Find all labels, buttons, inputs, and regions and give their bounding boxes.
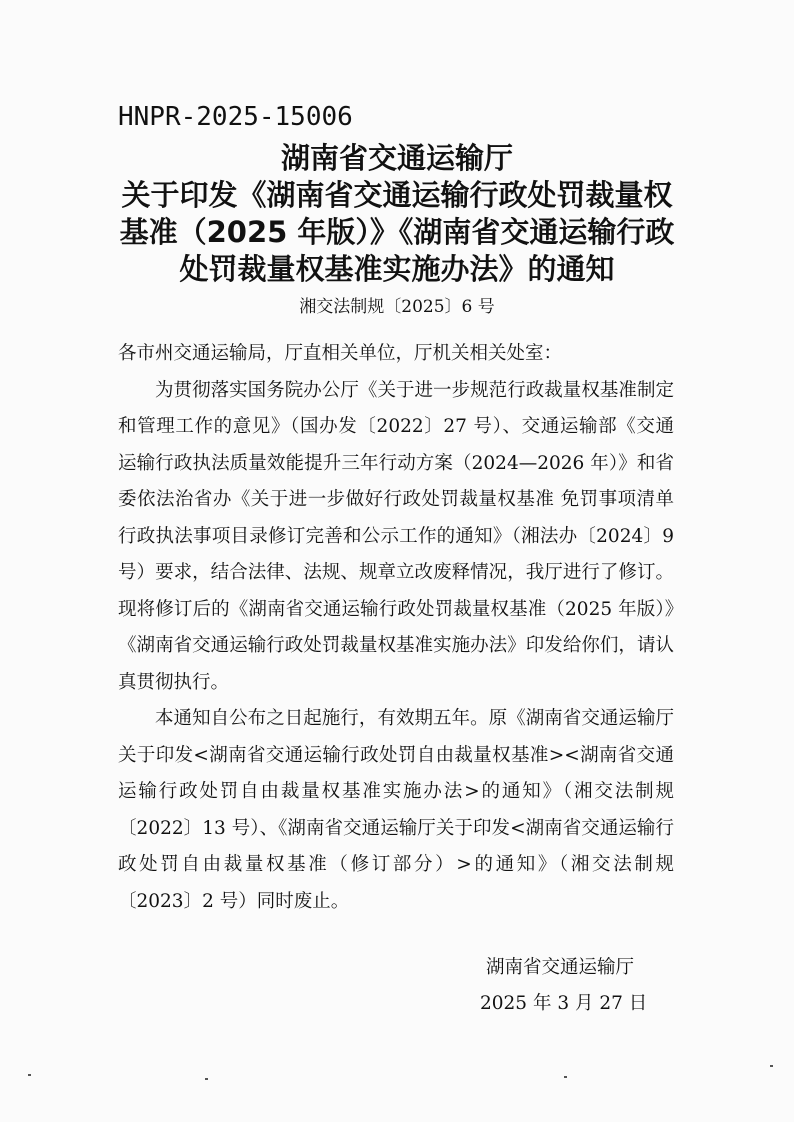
scan-speck: [28, 1074, 31, 1076]
document-number: 湘交法制规〔2025〕6 号: [299, 297, 495, 317]
title-line: 处罚裁量权基准实施办法》的通知: [179, 252, 615, 286]
document-code: HNPR-2025-15006: [118, 102, 353, 132]
body-paragraph: 为贯彻落实国务院办公厅《关于进一步规范行政裁量权基准制定和管理工作的意见》（国办发〔2022〕27 号）、交通运输部《交通运输行政执法质量效能提升三年行动方案（2024—2026 年）》和省委依法治省办《关于进一步做好行政处罚裁量权基准 免罚事项清单 行政执法事项目录修订完善和公示工作的通知》（湘法办〔2024〕9 号）要求，结合法律、法规、规章立改废释情况，我厅进行了修订。现将修订后的《湖南省交通运输行政处罚裁量权基准（2025 年版）》《湖南省交通运输行政处罚裁量权基准实施办法》印发给你们，请认真贯彻执行。: [118, 379, 674, 693]
salutation: 各市州交通运输局，厅直相关单位，厅机关相关处室：: [118, 343, 563, 364]
title-line: 基准（2025 年版）》《湖南省交通运输行政: [119, 215, 675, 249]
body-paragraph: 本通知自公布之日起施行，有效期五年。原《湖南省交通运输厅关于印发<湖南省交通运输行政处罚自由裁量权基准><湖南省交通运输行政处罚自由裁量权基准实施办法>的通知》（湘交法制规〔2022〕13 号）、《湖南省交通运输厅关于印发<湖南省交通运输行政处罚自由裁量权基准（修订部分）>的通知》（湘交法制规〔2023〕2 号）同时废止。: [118, 708, 674, 912]
title-line: 关于印发《湖南省交通运输行政处罚裁量权: [121, 178, 673, 212]
title-line: 湖南省交通运输厅: [280, 141, 513, 175]
scan-speck: [564, 1076, 567, 1078]
signature-organization: 湖南省交通运输厅: [486, 957, 635, 978]
scan-speck: [770, 1065, 773, 1067]
signature-block: [480, 950, 680, 1022]
scan-speck: [205, 1078, 208, 1080]
document-title: [100, 140, 694, 288]
document-body: [118, 336, 674, 920]
signature-date: 2025 年 3 月 27 日: [480, 993, 648, 1014]
